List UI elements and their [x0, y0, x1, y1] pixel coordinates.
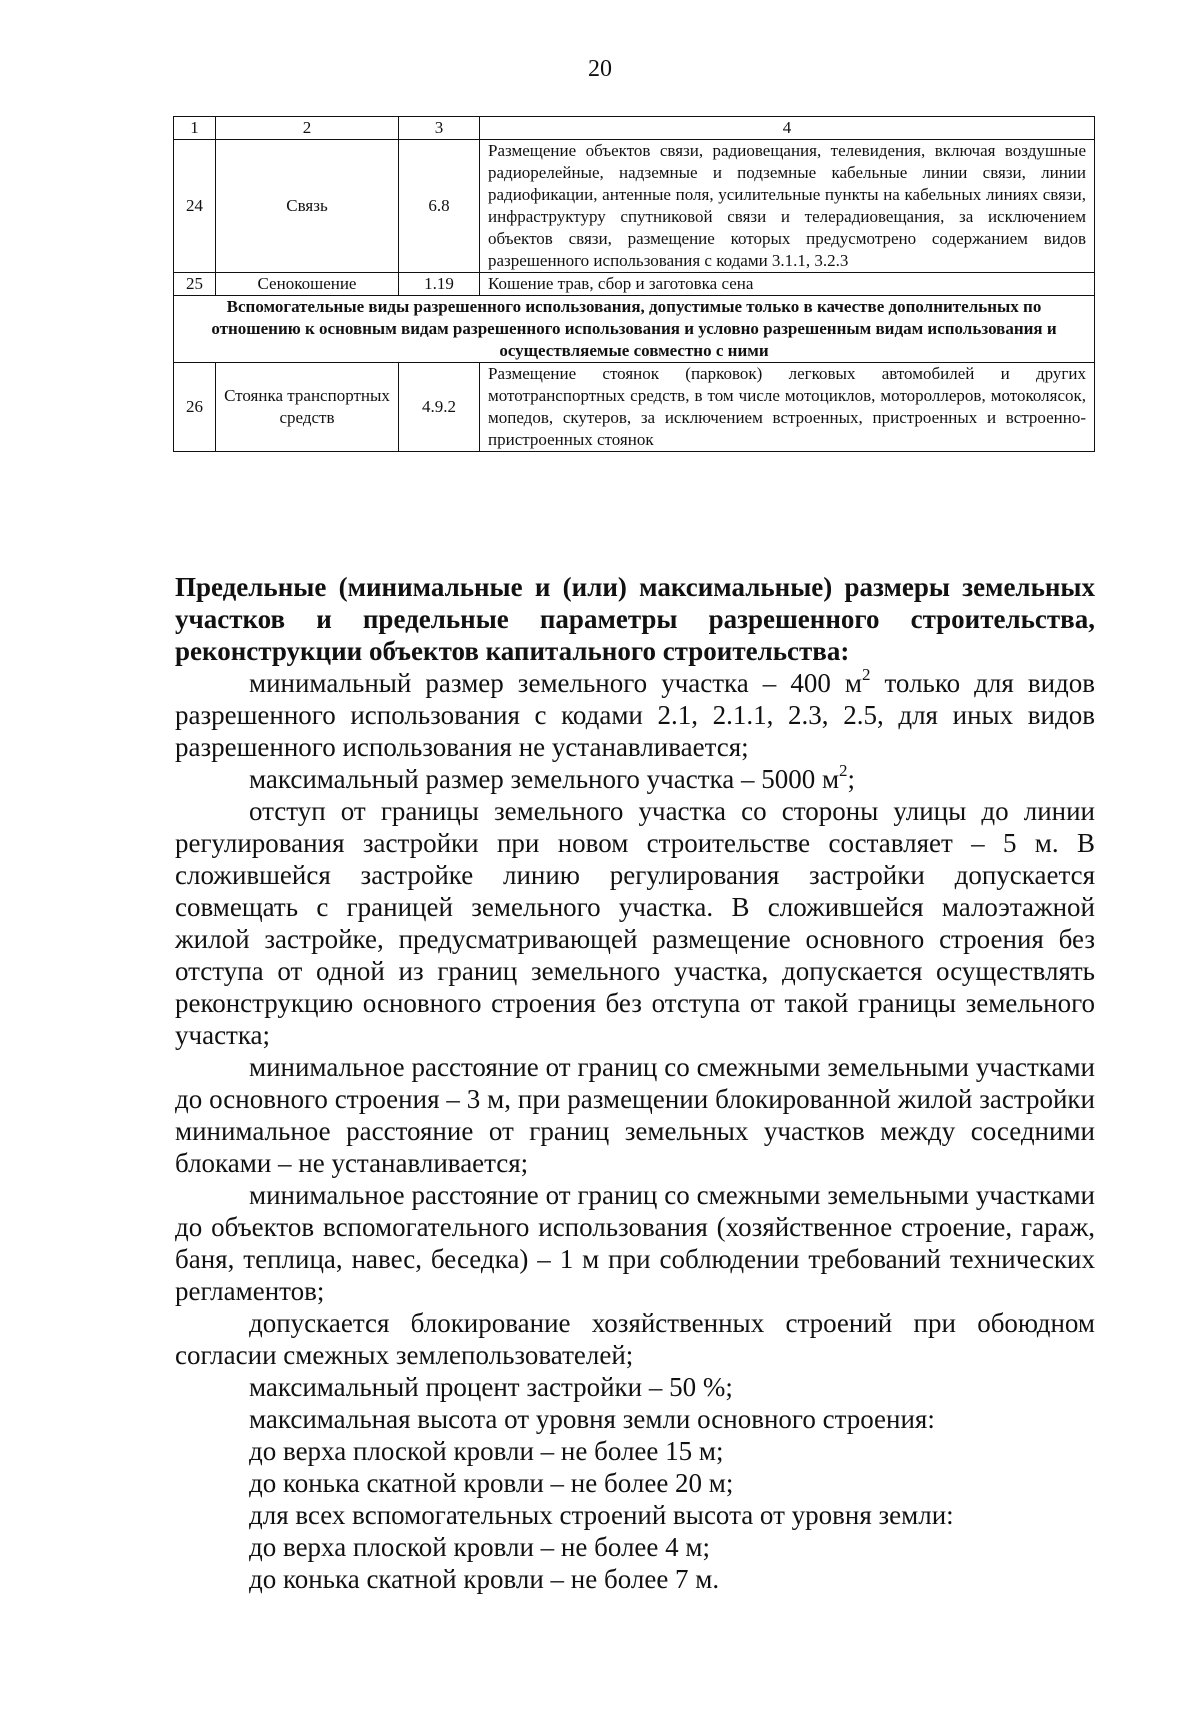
- use-type-description: Размещение стоянок (парковок) легковых автомобилей и других мототранспортных средств, в том числе мотоциклов, мотороллеров, мотоколясок, мопедов, скутеров, за исключением встроенных, пристроенных и встроенно-пристроенных стоянок: [480, 363, 1095, 452]
- list-item: максимальный процент застройки – 50 %;: [249, 1372, 733, 1402]
- use-type-code: 6.8: [399, 140, 480, 273]
- paragraph-main-building-distance: минимальное расстояние от границ со смежными земельными участками до основного строения – 3 м, при размещении блокированной жилой застройки минимальное расстояние от границ земельных участков между соседними блоками – не устанавливается;: [175, 1052, 1095, 1178]
- list-item: до конька скатной кровли – не более 7 м.: [249, 1564, 720, 1594]
- text-fragment: минимальный размер земельного участка – 400 м: [249, 668, 862, 698]
- page-number: 20: [588, 56, 612, 82]
- use-type-name: Сенокошение: [216, 273, 399, 296]
- paragraph-street-setback: отступ от границы земельного участка со стороны улицы до линии регулирования застройки при новом строительстве составляет – 5 м. В сложившейся застройке линию регулирования застройки допускается совмещать с границей земельного участка. В сложившейся малоэтажной жилой застройке, предусматривающей размещение основного строения без отступа от одной из границ земельного участка, допускается осуществлять реконструкцию основного строения без отступа от такой границы земельного участка;: [175, 796, 1095, 1050]
- use-type-name: Связь: [216, 140, 399, 273]
- list-item: до конька скатной кровли – не более 20 м;: [249, 1468, 734, 1498]
- column-header: 4: [480, 117, 1095, 140]
- row-number: 25: [174, 273, 216, 296]
- use-type-description: Кошение трав, сбор и заготовка сена: [480, 273, 1095, 296]
- use-type-code: 4.9.2: [399, 363, 480, 452]
- use-type-name: Стоянка транспортных средств: [216, 363, 399, 452]
- row-number: 26: [174, 363, 216, 452]
- superscript: 2: [861, 665, 871, 684]
- land-use-table: [173, 116, 1095, 452]
- paragraph-max-plot-size: [175, 763, 1095, 795]
- text-fragment: максимальный размер земельного участка – 5000 м: [249, 764, 840, 794]
- superscript: 2: [839, 761, 848, 780]
- column-header: 1: [174, 117, 216, 140]
- table-row: [174, 273, 1095, 296]
- paragraph-blocking-allowed: допускается блокирование хозяйственных строений при обоюдном согласии смежных землепользователей;: [175, 1308, 1095, 1370]
- table-section-row: [174, 296, 1095, 363]
- text-fragment: ;: [847, 764, 856, 794]
- column-header: 3: [399, 117, 480, 140]
- table-row: [174, 363, 1095, 452]
- list-item: для всех вспомогательных строений высота от уровня земли:: [249, 1500, 954, 1530]
- table-header-row: [174, 117, 1095, 140]
- section-header: Вспомогательные виды разрешенного использования, допустимые только в качестве дополнительных по отношению к основным видам разрешенного использования и условно разрешенным видам использования и осуществляемые совместно с ними: [174, 296, 1095, 363]
- document-body: [175, 571, 1095, 1595]
- list-item: до верха плоской кровли – не более 4 м;: [249, 1532, 710, 1562]
- paragraph-min-plot-size: [175, 667, 1095, 763]
- section-heading: Предельные (минимальные и (или) максимальные) размеры земельных участков и предельные параметры разрешенного строительства, реконструкции объектов капитального строительства:: [175, 572, 1095, 666]
- list-item: до верха плоской кровли – не более 15 м;: [249, 1436, 724, 1466]
- column-header: 2: [216, 117, 399, 140]
- row-number: 24: [174, 140, 216, 273]
- use-type-description: Размещение объектов связи, радиовещания, телевидения, включая воздушные радиорелейные, надземные и подземные кабельные линии связи, линии радиофикации, антенные поля, усилительные пункты на кабельных линиях связи, инфраструктуру спутниковой связи и телерадиовещания, за исключением объектов связи, размещение которых предусмотрено содержанием видов разрешенного использования с кодами 3.1.1, 3.2.3: [480, 140, 1095, 273]
- table-row: [174, 140, 1095, 273]
- text-fragment: только для видов разрешенного использования с кодами 2.1, 2.1.1, 2.3, 2.5, для иных видов разрешенного использования не устанавливается;: [175, 668, 1096, 762]
- list-item: максимальная высота от уровня земли основного строения:: [249, 1404, 935, 1434]
- paragraph-auxiliary-building-distance: минимальное расстояние от границ со смежными земельными участками до объектов вспомогательного использования (хозяйственное строение, гараж, баня, теплица, навес, беседка) – 1 м при соблюдении требований технических регламентов;: [175, 1180, 1095, 1306]
- use-type-code: 1.19: [399, 273, 480, 296]
